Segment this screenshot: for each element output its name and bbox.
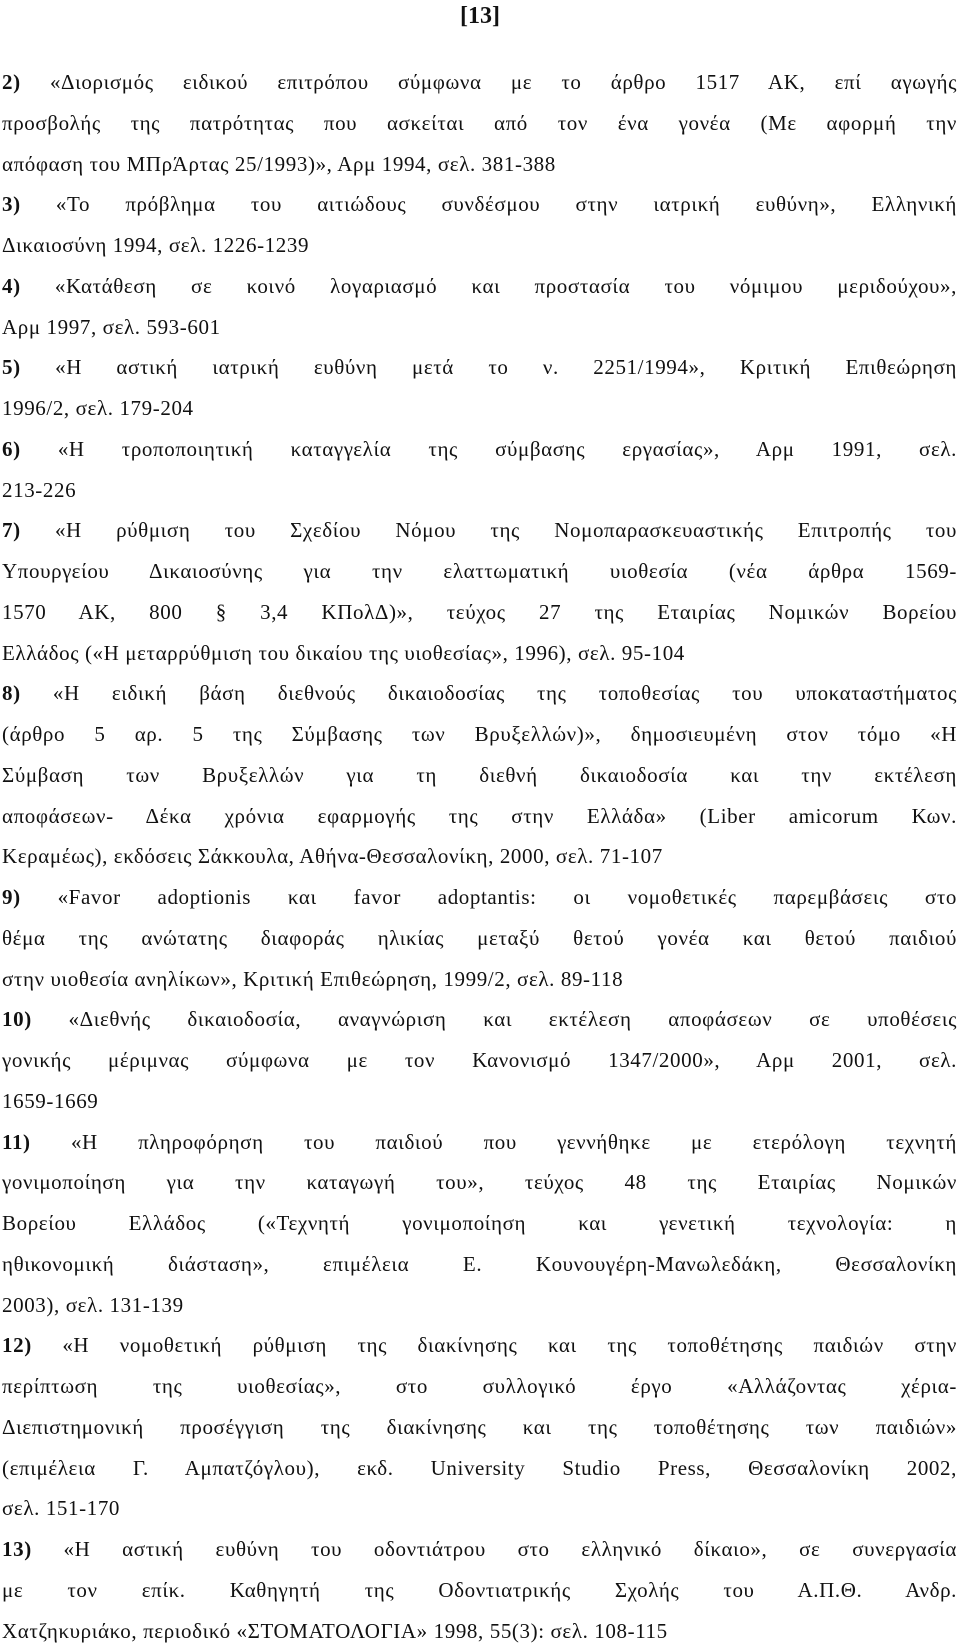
entry-number: 12) bbox=[2, 1333, 32, 1357]
entry-text: «Η αστική ιατρική ευθύνη μετά το ν. 2251/1994», Κριτική Επιθεώρηση bbox=[21, 355, 957, 379]
entry-text: περίπτωση της υιοθεσίας», στο συλλογικό έργο «Αλλάζοντας χέρια- bbox=[2, 1374, 957, 1398]
bibliography-line bbox=[2, 592, 957, 633]
entry-text: Χατζηκυριάκο, περιοδικό «ΣΤΟΜΑΤΟΛΟΓΙΑ» 1998, 55(3): σελ. 108-115 bbox=[2, 1619, 668, 1643]
bibliography-line bbox=[2, 1122, 957, 1163]
bibliography-line bbox=[2, 796, 957, 837]
entry-text: στην υιοθεσία ανηλίκων», Κριτική Επιθεώρηση, 1999/2, σελ. 89-118 bbox=[2, 967, 623, 991]
bibliography-line bbox=[2, 1081, 957, 1122]
entry-number: 9) bbox=[2, 885, 21, 909]
bibliography-line bbox=[2, 1244, 957, 1285]
bibliography-line bbox=[2, 755, 957, 796]
bibliography-line bbox=[2, 429, 957, 470]
bibliography-line bbox=[2, 1040, 957, 1081]
entry-text: «Η πληροφόρηση του παιδιού που γεννήθηκε με ετερόλογη τεχνητή bbox=[31, 1130, 957, 1154]
bibliography-line bbox=[2, 1611, 957, 1651]
entry-text: 213-226 bbox=[2, 478, 76, 502]
bibliography-line bbox=[2, 673, 957, 714]
entry-text: «Η αστική ευθύνη του οδοντιάτρου στο ελληνικό δίκαιο», σε συνεργασία bbox=[32, 1537, 957, 1561]
entry-text: 1996/2, σελ. 179-204 bbox=[2, 396, 194, 420]
bibliography-line bbox=[2, 999, 957, 1040]
bibliography-line bbox=[2, 388, 957, 429]
bibliography-line bbox=[2, 144, 957, 185]
bibliography-line bbox=[2, 1407, 957, 1448]
bibliography-line bbox=[2, 1366, 957, 1407]
bibliography-line bbox=[2, 1162, 957, 1203]
entry-number: 8) bbox=[2, 681, 21, 705]
entry-text: «Το πρόβλημα του αιτιώδους συνδέσμου στην ιατρική ευθύνη», Ελληνική bbox=[21, 192, 957, 216]
entry-text: «Διεθνής δικαιοδοσία, αναγνώριση και εκτέλεση αποφάσεων σε υποθέσεις bbox=[32, 1007, 957, 1031]
bibliography-line bbox=[2, 307, 957, 348]
bibliography-line bbox=[2, 959, 957, 1000]
entry-text: Κεραμέως), εκδόσεις Σάκκουλα, Αθήνα-Θεσσαλονίκη, 2000, σελ. 71-107 bbox=[2, 844, 663, 868]
bibliography-line bbox=[2, 633, 957, 674]
bibliography-line bbox=[2, 1488, 957, 1529]
bibliography-line bbox=[2, 510, 957, 551]
bibliography-line bbox=[2, 103, 957, 144]
bibliography-line bbox=[2, 1448, 957, 1489]
entry-text: 2003), σελ. 131-139 bbox=[2, 1293, 184, 1317]
entry-text: (επιμέλεια Γ. Αμπατζόγλου), εκδ. University Studio Press, Θεσσαλονίκη 2002, bbox=[2, 1456, 957, 1480]
entry-text: «Η τροποποιητική καταγγελία της σύμβασης εργασίας», Αρμ 1991, σελ. bbox=[21, 437, 957, 461]
entry-number: 6) bbox=[2, 437, 21, 461]
entry-number: 5) bbox=[2, 355, 21, 379]
entry-text: «Η ρύθμιση του Σχεδίου Νόμου της Νομοπαρασκευαστικής Επιτροπής του bbox=[21, 518, 957, 542]
entry-text: (άρθρο 5 αρ. 5 της Σύμβασης των Βρυξελλών)», δημοσιευμένη στον τόμο «Η bbox=[2, 722, 957, 746]
entry-text: απόφαση του ΜΠρΆρτας 25/1993)», Αρμ 1994, σελ. 381-388 bbox=[2, 152, 556, 176]
entry-text: 1570 ΑΚ, 800 § 3,4 ΚΠολΔ)», τεύχος 27 της Εταιρίας Νομικών Βορείου bbox=[2, 600, 957, 624]
entry-number: 4) bbox=[2, 274, 21, 298]
bibliography-list bbox=[2, 62, 957, 1651]
entry-number: 7) bbox=[2, 518, 21, 542]
entry-number: 2) bbox=[2, 70, 21, 94]
bibliography-line bbox=[2, 1570, 957, 1611]
bibliography-line bbox=[2, 877, 957, 918]
entry-text: 1659-1669 bbox=[2, 1089, 98, 1113]
entry-text: Δικαιοσύνη 1994, σελ. 1226-1239 bbox=[2, 233, 309, 257]
entry-text: «Κατάθεση σε κοινό λογαριασμό και προστασία του νόμιμου μεριδούχου», bbox=[21, 274, 957, 298]
bibliography-line bbox=[2, 225, 957, 266]
bibliography-line bbox=[2, 266, 957, 307]
bibliography-line bbox=[2, 714, 957, 755]
entry-text: Σύμβαση των Βρυξελλών για τη διεθνή δικαιοδοσία και την εκτέλεση bbox=[2, 763, 957, 787]
bibliography-line bbox=[2, 1203, 957, 1244]
entry-number: 3) bbox=[2, 192, 21, 216]
entry-text: Διεπιστημονική προσέγγιση της διακίνησης και της τοποθέτησης των παιδιών» bbox=[2, 1415, 957, 1439]
entry-text: «Διορισμός ειδικού επιτρόπου σύμφωνα με το άρθρο 1517 ΑΚ, επί αγωγής bbox=[21, 70, 957, 94]
bibliography-line bbox=[2, 918, 957, 959]
entry-text: Βορείου Ελλάδος («Τεχνητή γονιμοποίηση και γενετική τεχνολογία: η bbox=[2, 1211, 957, 1235]
entry-text: Αρμ 1997, σελ. 593-601 bbox=[2, 315, 221, 339]
entry-text: προσβολής της πατρότητας που ασκείται από τον ένα γονέα (Με αφορμή την bbox=[2, 111, 957, 135]
bibliography-line bbox=[2, 551, 957, 592]
entry-text: Ελλάδος («Η μεταρρύθμιση του δικαίου της υιοθεσίας», 1996), σελ. 95-104 bbox=[2, 641, 685, 665]
entry-text: «Favor adoptionis και favor adoptantis: οι νομοθετικές παρεμβάσεις στο bbox=[21, 885, 957, 909]
bibliography-line bbox=[2, 184, 957, 225]
entry-text: γονικής μέριμνας σύμφωνα με τον Κανονισμό 1347/2000», Αρμ 2001, σελ. bbox=[2, 1048, 957, 1072]
entry-text: Υπουργείου Δικαιοσύνης για την ελαττωματική υιοθεσία (νέα άρθρα 1569- bbox=[2, 559, 957, 583]
entry-text: ηθικονομική διάσταση», επιμέλεια Ε. Κουνουγέρη-Μανωλεδάκη, Θεσσαλονίκη bbox=[2, 1252, 957, 1276]
entry-text: σελ. 151-170 bbox=[2, 1496, 120, 1520]
page-number: [13] bbox=[0, 1, 960, 31]
entry-text: γονιμοποίηση για την καταγωγή του», τεύχος 48 της Εταιρίας Νομικών bbox=[2, 1170, 957, 1194]
entry-number: 10) bbox=[2, 1007, 32, 1031]
bibliography-line bbox=[2, 62, 957, 103]
entry-text: θέμα της ανώτατης διαφοράς ηλικίας μεταξύ θετού γονέα και θετού παιδιού bbox=[2, 926, 957, 950]
entry-number: 11) bbox=[2, 1130, 31, 1154]
bibliography-line bbox=[2, 1529, 957, 1570]
entry-number: 13) bbox=[2, 1537, 32, 1561]
entry-text: αποφάσεων- Δέκα χρόνια εφαρμογής της στην Ελλάδα» (Liber amicorum Κων. bbox=[2, 804, 957, 828]
entry-text: «Η νομοθετική ρύθμιση της διακίνησης και της τοποθέτησης παιδιών στην bbox=[32, 1333, 957, 1357]
entry-text: με τον επίκ. Καθηγητή της Οδοντιατρικής Σχολής του Α.Π.Θ. Ανδρ. bbox=[2, 1578, 957, 1602]
entry-text: «Η ειδική βάση διεθνούς δικαιοδοσίας της τοποθεσίας του υποκαταστήματος bbox=[21, 681, 957, 705]
bibliography-line bbox=[2, 470, 957, 511]
bibliography-line bbox=[2, 836, 957, 877]
bibliography-line bbox=[2, 1325, 957, 1366]
bibliography-line bbox=[2, 347, 957, 388]
bibliography-line bbox=[2, 1285, 957, 1326]
